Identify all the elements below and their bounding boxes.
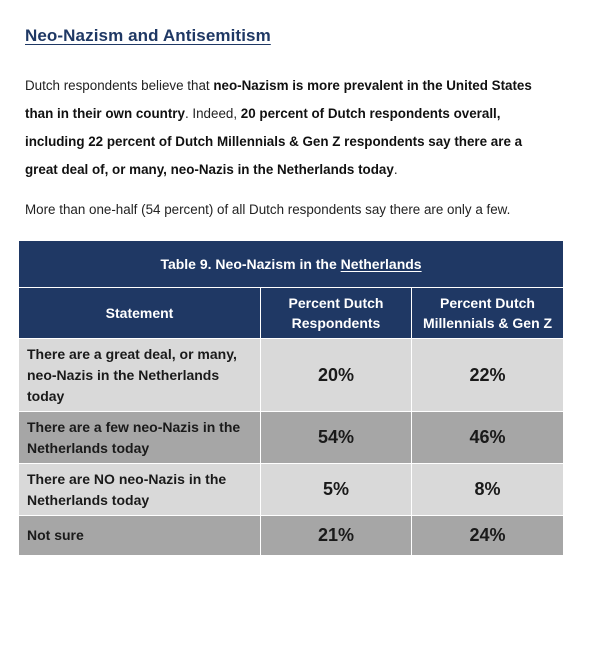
column-header-statement-label: Statement [105, 305, 174, 321]
table-row [19, 516, 564, 556]
column-header-percent-dutch [261, 288, 412, 339]
table-caption-prefix: Table 9. Neo-Nazism in the [160, 256, 341, 272]
table-row [19, 339, 564, 412]
section-heading: Neo-Nazism and Antisemitism [25, 26, 271, 45]
column-header-percent-dutch-line1: Percent Dutch [288, 295, 384, 311]
statement-cell: There are a great deal, or many, neo-Nazis in the Netherlands today [19, 339, 261, 412]
column-header-percent-dutch-line2: Respondents [291, 315, 381, 331]
percent-dutch-cell: 21% [261, 516, 412, 556]
column-header-millennials-genz [412, 288, 564, 339]
statement-cell: Not sure [19, 516, 261, 556]
table-caption [19, 241, 564, 288]
table-row [19, 412, 564, 464]
intro-text-5: . [393, 162, 398, 177]
percent-millennials-cell: 22% [412, 339, 564, 412]
column-header-statement [19, 288, 261, 339]
intro-paragraph [25, 72, 553, 184]
table-row [19, 464, 564, 516]
percent-millennials-cell: 8% [412, 464, 564, 516]
percent-dutch-cell: 20% [261, 339, 412, 412]
percent-millennials-cell: 46% [412, 412, 564, 464]
table-caption-place: Netherlands [340, 256, 422, 272]
neo-nazism-table [18, 240, 564, 556]
column-header-millennials-genz-line2: Millennials & Gen Z [422, 315, 553, 331]
summary-paragraph: More than one-half (54 percent) of all Dutch respondents say there are only a few. [25, 202, 511, 217]
intro-text-4-bold: 20 percent of Dutch respondents overall, including 22 percent of Dutch Millennials & Gen Z respondents say there are a great deal of, or many, neo-Nazis in the Netherlands today [25, 106, 523, 177]
intro-text-1: Dutch respondents believe that [25, 78, 214, 93]
percent-millennials-cell: 24% [412, 516, 564, 556]
intro-text-3: . Indeed, [184, 106, 241, 121]
column-header-millennials-genz-line1: Percent Dutch [440, 295, 535, 311]
statement-cell: There are NO neo-Nazis in the Netherlands today [19, 464, 261, 516]
statement-cell: There are a few neo-Nazis in the Netherlands today [19, 412, 261, 464]
intro-text-2-bold: neo-Nazism is more prevalent in the United States than in their own country [25, 78, 532, 121]
percent-dutch-cell: 5% [261, 464, 412, 516]
percent-dutch-cell: 54% [261, 412, 412, 464]
